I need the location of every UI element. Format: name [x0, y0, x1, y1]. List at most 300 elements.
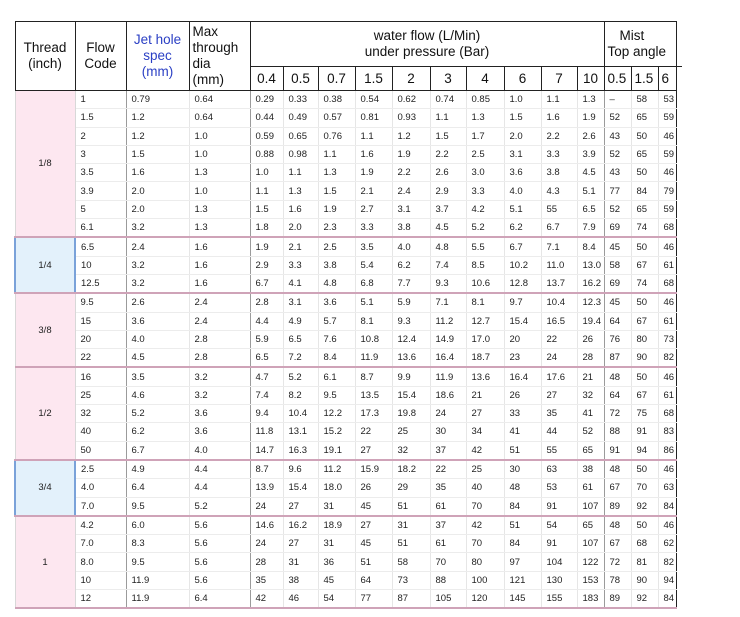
row-spacer-cell — [676, 553, 682, 571]
jet-hole-cell: 9.5 — [126, 497, 189, 516]
max-through-cell: 3.6 — [189, 423, 250, 441]
water-flow-cell: 0.38 — [318, 91, 355, 109]
water-flow-cell: 32 — [577, 386, 604, 404]
water-flow-cell: 27 — [283, 497, 318, 516]
table-row — [15, 349, 682, 368]
water-flow-cell: 100 — [466, 571, 504, 589]
water-flow-cell: 15.9 — [355, 460, 392, 479]
table-row — [15, 109, 682, 127]
water-flow-cell: 19.8 — [392, 405, 430, 423]
header-spacer — [676, 22, 682, 67]
water-flow-cell: 3.8 — [392, 219, 430, 238]
mist-angle-cell: 76 — [604, 330, 631, 348]
water-flow-cell: 7.6 — [318, 330, 355, 348]
nozzle-spec-sheet — [14, 21, 682, 609]
mist-angle-cell: 52 — [604, 200, 631, 218]
thread-size-cell: 3/4 — [15, 460, 75, 516]
water-flow-cell: 8.4 — [577, 237, 604, 256]
mist-angle-cell: 67 — [631, 256, 658, 274]
table-row — [15, 200, 682, 218]
water-flow-cell: 4.3 — [541, 182, 577, 200]
water-flow-cell: 3.9 — [577, 145, 604, 163]
mist-angle-cell: 73 — [658, 330, 676, 348]
water-flow-cell: 73 — [392, 571, 430, 589]
row-spacer-cell — [676, 516, 682, 535]
water-flow-cell: 45 — [318, 571, 355, 589]
water-flow-cell: 13.6 — [466, 367, 504, 386]
water-flow-cell: 36 — [318, 553, 355, 571]
pressure-header-cell: 3 — [430, 67, 466, 91]
water-flow-cell: 2.9 — [430, 182, 466, 200]
water-flow-cell: 18.9 — [318, 516, 355, 535]
water-flow-cell: 19.1 — [318, 441, 355, 460]
mist-angle-cell: 80 — [631, 330, 658, 348]
flow-code-cell: 16 — [75, 367, 126, 386]
row-spacer-cell — [676, 256, 682, 274]
water-flow-cell: 4.1 — [283, 274, 318, 293]
max-through-header-line-3: dia — [192, 56, 211, 71]
water-flow-cell: 37 — [430, 516, 466, 535]
mist-angle-cell: 46 — [658, 460, 676, 479]
water-flow-cell: 11.2 — [430, 312, 466, 330]
water-flow-cell: 61 — [430, 497, 466, 516]
row-spacer-cell — [676, 293, 682, 312]
water-flow-cell: 0.85 — [466, 91, 504, 109]
table-body — [15, 91, 682, 609]
mist-angle-cell: 61 — [658, 312, 676, 330]
water-flow-cell: 91 — [541, 535, 577, 553]
water-flow-cell: 10.4 — [541, 293, 577, 312]
water-flow-cell: 1.9 — [318, 200, 355, 218]
flow-code-cell: 6.5 — [75, 237, 126, 256]
water-flow-cell: 0.65 — [283, 127, 318, 145]
row-spacer-cell — [676, 460, 682, 479]
water-flow-cell: 2.5 — [318, 237, 355, 256]
max-through-cell: 2.4 — [189, 293, 250, 312]
table-row — [15, 91, 682, 109]
water-flow-cell: 4.7 — [250, 367, 283, 386]
water-flow-cell: 4.2 — [466, 200, 504, 218]
max-through-cell: 2.8 — [189, 330, 250, 348]
water-flow-cell: 65 — [577, 441, 604, 460]
mist-angle-cell: 68 — [658, 274, 676, 293]
flow-code-cell: 4.0 — [75, 479, 126, 497]
max-through-cell: 2.4 — [189, 312, 250, 330]
water-flow-cell: 4.4 — [250, 312, 283, 330]
water-flow-cell: 17.0 — [466, 330, 504, 348]
water-flow-header-line-1: water flow (L/Min) — [373, 28, 481, 43]
water-flow-cell: 35 — [430, 479, 466, 497]
jet-hole-cell: 3.2 — [126, 274, 189, 293]
water-flow-cell: 18.6 — [430, 386, 466, 404]
row-spacer-cell — [676, 164, 682, 182]
mist-angle-cell: 67 — [604, 479, 631, 497]
water-flow-cell: 15.4 — [504, 312, 541, 330]
max-through-cell: 1.6 — [189, 256, 250, 274]
water-flow-cell: 1.6 — [541, 109, 577, 127]
water-flow-cell: 183 — [577, 590, 604, 609]
water-flow-cell: 2.0 — [504, 127, 541, 145]
water-flow-cell: 1.0 — [250, 164, 283, 182]
water-flow-cell: 9.6 — [283, 460, 318, 479]
water-flow-cell: 18.0 — [318, 479, 355, 497]
water-flow-cell: 24 — [250, 535, 283, 553]
max-through-cell: 6.4 — [189, 590, 250, 609]
water-flow-cell: 35 — [541, 405, 577, 423]
mist-angle-cell: 74 — [631, 219, 658, 238]
mist-angle-header-line-2: Top angle — [607, 44, 667, 59]
water-flow-cell: 16.4 — [430, 349, 466, 368]
water-flow-cell: 80 — [466, 553, 504, 571]
water-flow-cell: 20 — [504, 330, 541, 348]
jet-hole-cell: 9.5 — [126, 553, 189, 571]
row-spacer-cell — [676, 535, 682, 553]
water-flow-cell: 1.9 — [392, 145, 430, 163]
table-row — [15, 590, 682, 609]
water-flow-cell: 25 — [466, 460, 504, 479]
max-through-header — [189, 22, 250, 91]
pressure-header-cell: 2 — [392, 67, 430, 91]
water-flow-cell: 12.8 — [504, 274, 541, 293]
max-through-cell: 5.6 — [189, 553, 250, 571]
water-flow-cell: 16.3 — [283, 441, 318, 460]
flow-code-cell: 1 — [75, 91, 126, 109]
row-spacer-cell — [676, 497, 682, 516]
row-spacer-cell — [676, 330, 682, 348]
flow-code-cell: 10 — [75, 256, 126, 274]
water-flow-cell: 6.2 — [504, 219, 541, 238]
table-row — [15, 367, 682, 386]
water-flow-cell: 4.0 — [392, 237, 430, 256]
table-row — [15, 535, 682, 553]
jet-hole-cell: 5.2 — [126, 405, 189, 423]
max-through-cell: 1.3 — [189, 164, 250, 182]
water-flow-cell: 1.1 — [430, 109, 466, 127]
mist-angle-cell: 46 — [658, 237, 676, 256]
jet-hole-cell: 8.3 — [126, 535, 189, 553]
table-header — [15, 22, 682, 91]
flow-code-header-line-2: Code — [84, 56, 117, 71]
angle-pressure-header-cell: 6 — [658, 67, 676, 91]
mist-angle-cell: 75 — [631, 405, 658, 423]
water-flow-cell: 0.93 — [392, 109, 430, 127]
table-row — [15, 330, 682, 348]
table-row — [15, 219, 682, 238]
water-flow-cell: 1.9 — [355, 164, 392, 182]
flow-code-cell: 3 — [75, 145, 126, 163]
thread-size-cell: 1/8 — [15, 91, 75, 238]
max-through-cell: 1.6 — [189, 237, 250, 256]
thread-size-cell: 1/2 — [15, 367, 75, 459]
water-flow-cell: 26 — [355, 479, 392, 497]
water-flow-cell: 0.44 — [250, 109, 283, 127]
water-flow-cell: 88 — [430, 571, 466, 589]
mist-angle-cell: 46 — [658, 367, 676, 386]
table-row — [15, 571, 682, 589]
water-flow-cell: 12.2 — [318, 405, 355, 423]
mist-angle-cell: 50 — [631, 164, 658, 182]
thread-size-cell: 1/4 — [15, 237, 75, 293]
water-flow-cell: 5.4 — [355, 256, 392, 274]
mist-angle-cell: 67 — [631, 312, 658, 330]
water-flow-cell: 16.5 — [541, 312, 577, 330]
water-flow-cell: 1.1 — [541, 91, 577, 109]
max-through-cell: 4.4 — [189, 460, 250, 479]
water-flow-cell: 8.1 — [466, 293, 504, 312]
jet-hole-cell: 0.79 — [126, 91, 189, 109]
flow-code-header-line-1: Flow — [86, 40, 115, 55]
water-flow-cell: 13.0 — [577, 256, 604, 274]
mist-angle-cell: 90 — [631, 349, 658, 368]
water-flow-cell: 1.3 — [466, 109, 504, 127]
water-flow-cell: 5.1 — [577, 182, 604, 200]
water-flow-cell: 27 — [466, 405, 504, 423]
water-flow-cell: 13.7 — [541, 274, 577, 293]
mist-angle-cell: 88 — [604, 423, 631, 441]
row-spacer-cell — [676, 423, 682, 441]
water-flow-cell: 33 — [504, 405, 541, 423]
table-row — [15, 293, 682, 312]
jet-hole-header — [126, 22, 189, 91]
water-flow-cell: 3.6 — [504, 164, 541, 182]
water-flow-cell: 2.4 — [392, 182, 430, 200]
water-flow-cell: 7.4 — [430, 256, 466, 274]
row-spacer-cell — [676, 571, 682, 589]
mist-angle-cell: 45 — [604, 293, 631, 312]
water-flow-cell: 54 — [318, 590, 355, 609]
jet-hole-header-line-3: (mm) — [141, 64, 174, 79]
water-flow-cell: 9.4 — [250, 405, 283, 423]
mist-angle-cell: 89 — [604, 590, 631, 609]
water-flow-cell: 4.5 — [430, 219, 466, 238]
water-flow-cell: 9.5 — [318, 386, 355, 404]
water-flow-cell: 3.1 — [504, 145, 541, 163]
water-flow-cell: 2.8 — [250, 293, 283, 312]
water-flow-cell: 9.3 — [430, 274, 466, 293]
max-through-cell: 2.8 — [189, 349, 250, 368]
mist-angle-cell: 46 — [658, 293, 676, 312]
mist-angle-cell: 90 — [631, 571, 658, 589]
mist-angle-cell: 46 — [658, 127, 676, 145]
mist-angle-cell: 48 — [604, 367, 631, 386]
pressure-header-cell: 10 — [577, 67, 604, 91]
water-flow-cell: 1.9 — [577, 109, 604, 127]
water-flow-cell: 11.0 — [541, 256, 577, 274]
water-flow-cell: 145 — [504, 590, 541, 609]
flow-code-cell: 12.5 — [75, 274, 126, 293]
water-flow-cell: 1.5 — [318, 182, 355, 200]
row-spacer-cell — [676, 405, 682, 423]
pressure-header-cell: 4 — [466, 67, 504, 91]
water-flow-cell: 1.5 — [430, 127, 466, 145]
water-flow-cell: 45 — [355, 497, 392, 516]
water-flow-cell: 32 — [392, 441, 430, 460]
water-flow-cell: 3.6 — [318, 293, 355, 312]
row-spacer-cell — [676, 219, 682, 238]
mist-angle-cell: 82 — [658, 553, 676, 571]
mist-angle-cell: 69 — [604, 274, 631, 293]
flow-code-cell: 1.5 — [75, 109, 126, 127]
water-flow-cell: 31 — [318, 497, 355, 516]
mist-angle-cell: 92 — [631, 497, 658, 516]
water-flow-cell: 2.0 — [283, 219, 318, 238]
water-flow-cell: 0.88 — [250, 145, 283, 163]
mist-angle-cell: 68 — [658, 219, 676, 238]
water-flow-cell: 11.2 — [318, 460, 355, 479]
water-flow-cell: 1.6 — [283, 200, 318, 218]
water-flow-cell: 16.2 — [283, 516, 318, 535]
flow-code-cell: 15 — [75, 312, 126, 330]
water-flow-cell: 4.0 — [504, 182, 541, 200]
water-flow-cell: 41 — [504, 423, 541, 441]
water-flow-cell: 17.3 — [355, 405, 392, 423]
jet-hole-cell: 2.0 — [126, 200, 189, 218]
mist-angle-cell: 78 — [604, 571, 631, 589]
water-flow-cell: 51 — [504, 441, 541, 460]
row-spacer-cell — [676, 91, 682, 109]
mist-angle-cell: 74 — [631, 274, 658, 293]
max-through-cell: 3.6 — [189, 405, 250, 423]
water-flow-cell: 13.9 — [250, 479, 283, 497]
water-flow-cell: 12.7 — [466, 312, 504, 330]
mist-angle-cell: 94 — [631, 441, 658, 460]
mist-angle-cell: 67 — [631, 386, 658, 404]
mist-angle-cell: 84 — [658, 497, 676, 516]
row-spacer-cell — [676, 367, 682, 386]
mist-angle-cell: 58 — [604, 256, 631, 274]
row-spacer-cell — [676, 479, 682, 497]
pressure-header-cell: 7 — [541, 67, 577, 91]
jet-hole-cell: 3.2 — [126, 219, 189, 238]
water-flow-cell: 6.5 — [577, 200, 604, 218]
water-flow-cell: 1.9 — [250, 237, 283, 256]
water-flow-cell: 10.6 — [466, 274, 504, 293]
mist-angle-cell: 83 — [658, 423, 676, 441]
water-flow-cell: 15.4 — [392, 386, 430, 404]
water-flow-cell: 61 — [430, 535, 466, 553]
water-flow-cell: 28 — [577, 349, 604, 368]
water-flow-cell: 3.8 — [318, 256, 355, 274]
mist-angle-cell: 43 — [604, 164, 631, 182]
table-row — [15, 423, 682, 441]
water-flow-cell: 1.5 — [504, 109, 541, 127]
water-flow-cell: 58 — [392, 553, 430, 571]
mist-angle-cell: 91 — [631, 423, 658, 441]
water-flow-cell: 3.0 — [466, 164, 504, 182]
water-flow-cell: 1.8 — [250, 219, 283, 238]
flow-code-cell: 7.0 — [75, 497, 126, 516]
water-flow-cell: 8.7 — [250, 460, 283, 479]
water-flow-cell: 3.3 — [541, 145, 577, 163]
mist-angle-cell: 50 — [631, 127, 658, 145]
mist-angle-cell: 46 — [658, 164, 676, 182]
table-row — [15, 127, 682, 145]
mist-angle-cell: 94 — [658, 571, 676, 589]
water-flow-cell: 3.5 — [355, 237, 392, 256]
water-flow-cell: 40 — [466, 479, 504, 497]
jet-hole-cell: 1.2 — [126, 109, 189, 127]
row-spacer-cell — [676, 237, 682, 256]
water-flow-cell: 1.1 — [318, 145, 355, 163]
jet-hole-header-line-2: spec — [143, 48, 172, 63]
max-through-cell: 5.6 — [189, 571, 250, 589]
pressure-header-cell: 0.5 — [283, 67, 318, 91]
thread-size-cell: 1 — [15, 516, 75, 608]
table-row — [15, 497, 682, 516]
water-flow-cell: 5.9 — [250, 330, 283, 348]
flow-code-cell: 12 — [75, 590, 126, 609]
mist-angle-header-line-1: Mist — [619, 28, 645, 43]
mist-angle-cell: 59 — [658, 145, 676, 163]
water-flow-cell: 0.98 — [283, 145, 318, 163]
mist-angle-cell: 50 — [631, 293, 658, 312]
mist-angle-cell: 92 — [631, 590, 658, 609]
water-flow-cell: 77 — [355, 590, 392, 609]
water-flow-cell: 34 — [466, 423, 504, 441]
pressure-header-cell: 0.7 — [318, 67, 355, 91]
water-flow-cell: 52 — [577, 423, 604, 441]
mist-angle-cell: 64 — [604, 312, 631, 330]
jet-hole-cell: 2.6 — [126, 293, 189, 312]
table-row — [15, 182, 682, 200]
water-flow-cell: 13.1 — [283, 423, 318, 441]
angle-pressure-header-cell: 0.5 — [604, 67, 631, 91]
water-flow-cell: 153 — [577, 571, 604, 589]
water-flow-cell: 6.5 — [250, 349, 283, 368]
water-flow-cell: 2.2 — [541, 127, 577, 145]
mist-angle-cell: 79 — [658, 182, 676, 200]
water-flow-cell: 11.9 — [355, 349, 392, 368]
water-flow-cell: 51 — [392, 535, 430, 553]
mist-angle-cell: 82 — [658, 349, 676, 368]
water-flow-cell: 3.8 — [541, 164, 577, 182]
water-flow-cell: 15.4 — [283, 479, 318, 497]
water-flow-cell: 65 — [577, 516, 604, 535]
flow-code-cell: 3.5 — [75, 164, 126, 182]
water-flow-cell: 42 — [466, 516, 504, 535]
water-flow-cell: 3.3 — [355, 219, 392, 238]
water-flow-cell: 97 — [504, 553, 541, 571]
water-flow-cell: 5.5 — [466, 237, 504, 256]
water-flow-cell: 91 — [541, 497, 577, 516]
water-flow-cell: 0.57 — [318, 109, 355, 127]
water-flow-cell: 10.8 — [355, 330, 392, 348]
pressure-header-cell: 6 — [504, 67, 541, 91]
mist-angle-cell: 50 — [631, 237, 658, 256]
water-flow-cell: 7.7 — [392, 274, 430, 293]
water-flow-cell: 105 — [430, 590, 466, 609]
water-flow-cell: 70 — [466, 497, 504, 516]
water-flow-cell: 37 — [430, 441, 466, 460]
max-through-cell: 1.3 — [189, 219, 250, 238]
mist-angle-cell: 45 — [604, 237, 631, 256]
water-flow-cell: 38 — [283, 571, 318, 589]
water-flow-cell: 3.7 — [430, 200, 466, 218]
water-flow-cell: 21 — [466, 386, 504, 404]
jet-hole-cell: 3.5 — [126, 367, 189, 386]
row-spacer-cell — [676, 274, 682, 293]
water-flow-cell: 6.7 — [541, 219, 577, 238]
water-flow-cell: 38 — [577, 460, 604, 479]
max-through-header-line-1: Max — [192, 24, 219, 39]
jet-hole-cell: 4.9 — [126, 460, 189, 479]
water-flow-cell: 9.3 — [392, 312, 430, 330]
water-flow-cell: 6.5 — [283, 330, 318, 348]
table-row — [15, 256, 682, 274]
water-flow-cell: 3.3 — [283, 256, 318, 274]
water-flow-cell: 107 — [577, 535, 604, 553]
water-flow-cell: 0.76 — [318, 127, 355, 145]
